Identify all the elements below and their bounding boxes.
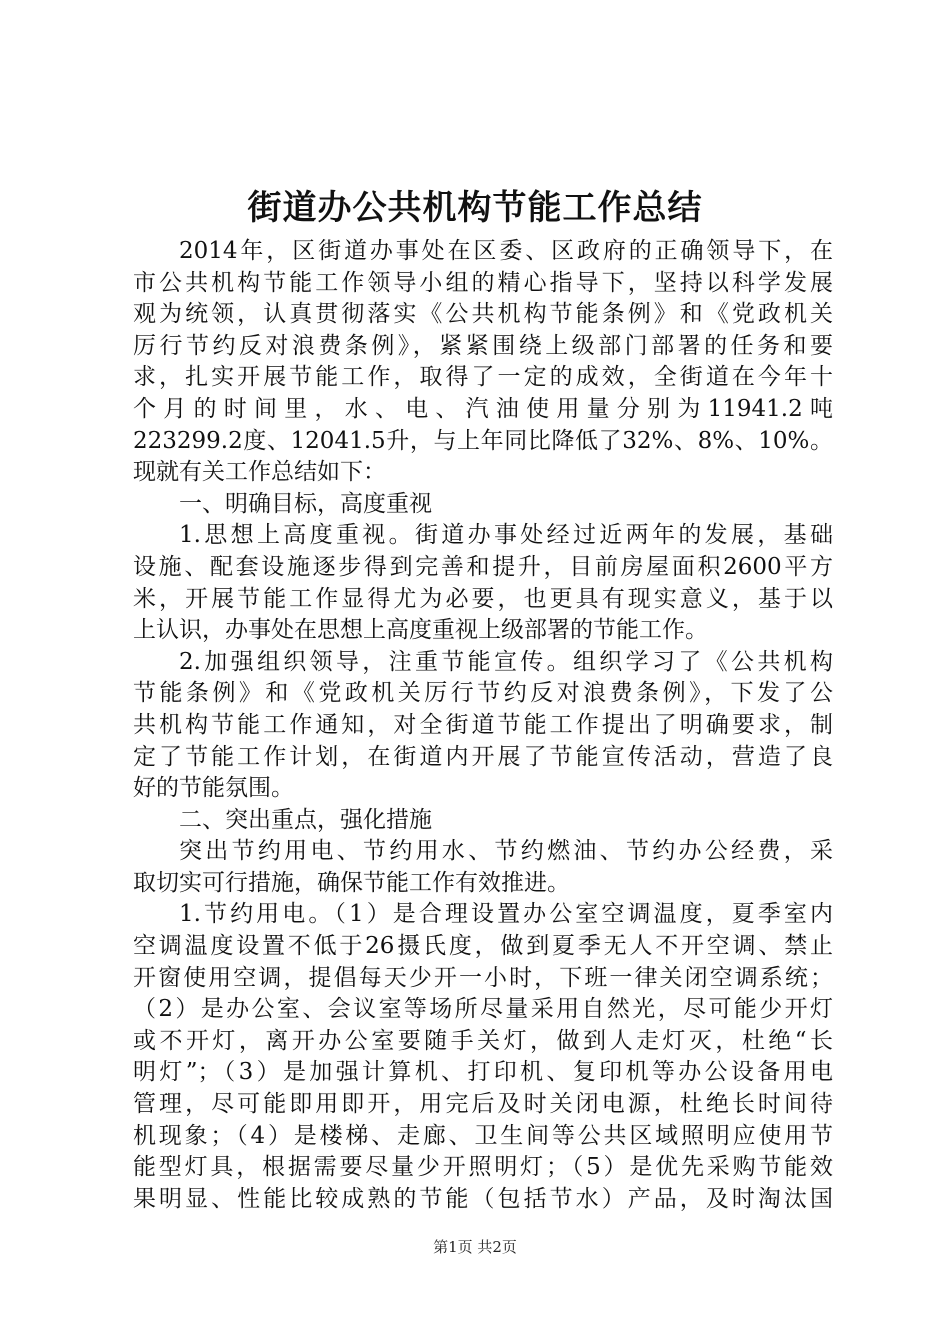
paragraph-line: 突出节约用电、节约用水、节约燃油、节约办公经费，采 — [179, 838, 833, 865]
paragraph-line: 2.加强组织领导，注重节能宣传。组织学习了《公共机构 — [179, 648, 833, 675]
paragraph-line: 机现象；（4）是楼梯、走廊、卫生间等公共区域照明应使用节 — [133, 1122, 833, 1149]
paragraph-line: 上认识，办事处在思想上高度重视上级部署的节能工作。 — [133, 617, 708, 644]
paragraph-line: 共机构节能工作通知，对全街道节能工作提出了明确要求，制 — [133, 711, 833, 738]
paragraph-line: （2）是办公室、会议室等场所尽量采用自然光，尽可能少开灯 — [133, 996, 833, 1023]
paragraph-line: 1.节约用电。（1）是合理设置办公室空调温度，夏季室内 — [179, 901, 833, 928]
paragraph-line: 果明显、性能比较成熟的节能（包括节水）产品，及时淘汰国 — [133, 1185, 833, 1212]
paragraph-line: 223299.2度、12041.5升，与上年同比降低了32%、8%、10%。 — [133, 427, 833, 454]
paragraph-line: 取切实可行措施，确保节能工作有效推进。 — [133, 869, 570, 896]
paragraph-line: 个月的时间里，水、电、汽油使用量分别为11941.2吨 — [133, 395, 833, 422]
paragraph-line: 节能条例》和《党政机关厉行节约反对浪费条例》，下发了公 — [133, 680, 833, 707]
document-title: 街道办公共机构节能工作总结 — [247, 188, 703, 228]
paragraph-line: 1.思想上高度重视。街道办事处经过近两年的发展，基础 — [179, 522, 833, 549]
paragraph-line: 好的节能氛围。 — [133, 775, 294, 802]
paragraph-line: 空调温度设置不低于26摄氏度，做到夏季无人不开空调、禁止 — [133, 933, 833, 960]
paragraph-line: 求，扎实开展节能工作，取得了一定的成效，全街道在今年十 — [133, 364, 833, 391]
paragraph-line: 现就有关工作总结如下： — [133, 459, 386, 486]
paragraph-line: 观为统领，认真贯彻落实《公共机构节能条例》和《党政机关 — [133, 301, 833, 328]
paragraph-line: 设施、配套设施逐步得到完善和提升，目前房屋面积2600平方 — [133, 553, 833, 580]
paragraph-line: 开窗使用空调，提倡每天少开一小时，下班一律关闭空调系统； — [133, 964, 833, 991]
paragraph-line: 能型灯具，根据需要尽量少开照明灯；（5）是优先采购节能效 — [133, 1154, 833, 1181]
paragraph-line: 市公共机构节能工作领导小组的精心指导下，坚持以科学发展 — [133, 269, 833, 296]
paragraph-line: 2014年，区街道办事处在区委、区政府的正确领导下，在 — [179, 238, 833, 264]
paragraph-line: 明灯”；（3）是加强计算机、打印机、复印机等办公设备用电 — [133, 1059, 833, 1086]
paragraph-line: 米，开展节能工作显得尤为必要，也更具有现实意义，基于以 — [133, 585, 833, 612]
document-body — [133, 236, 833, 1215]
page-footer: 第1页 共2页 — [433, 1238, 517, 1256]
section-heading: 一、明确目标，高度重视 — [179, 490, 432, 517]
paragraph-line: 厉行节约反对浪费条例》，紧紧围绕上级部门部署的任务和要 — [133, 332, 833, 359]
paragraph-line: 或不开灯，离开办公室要随手关灯，做到人走灯灭，杜绝“长 — [133, 1027, 833, 1054]
section-heading: 二、突出重点，强化措施 — [179, 806, 432, 833]
paragraph-line: 定了节能工作计划，在街道内开展了节能宣传活动，营造了良 — [133, 743, 833, 770]
paragraph-line: 管理，尽可能即用即开，用完后及时关闭电源，杜绝长时间待 — [133, 1091, 833, 1118]
